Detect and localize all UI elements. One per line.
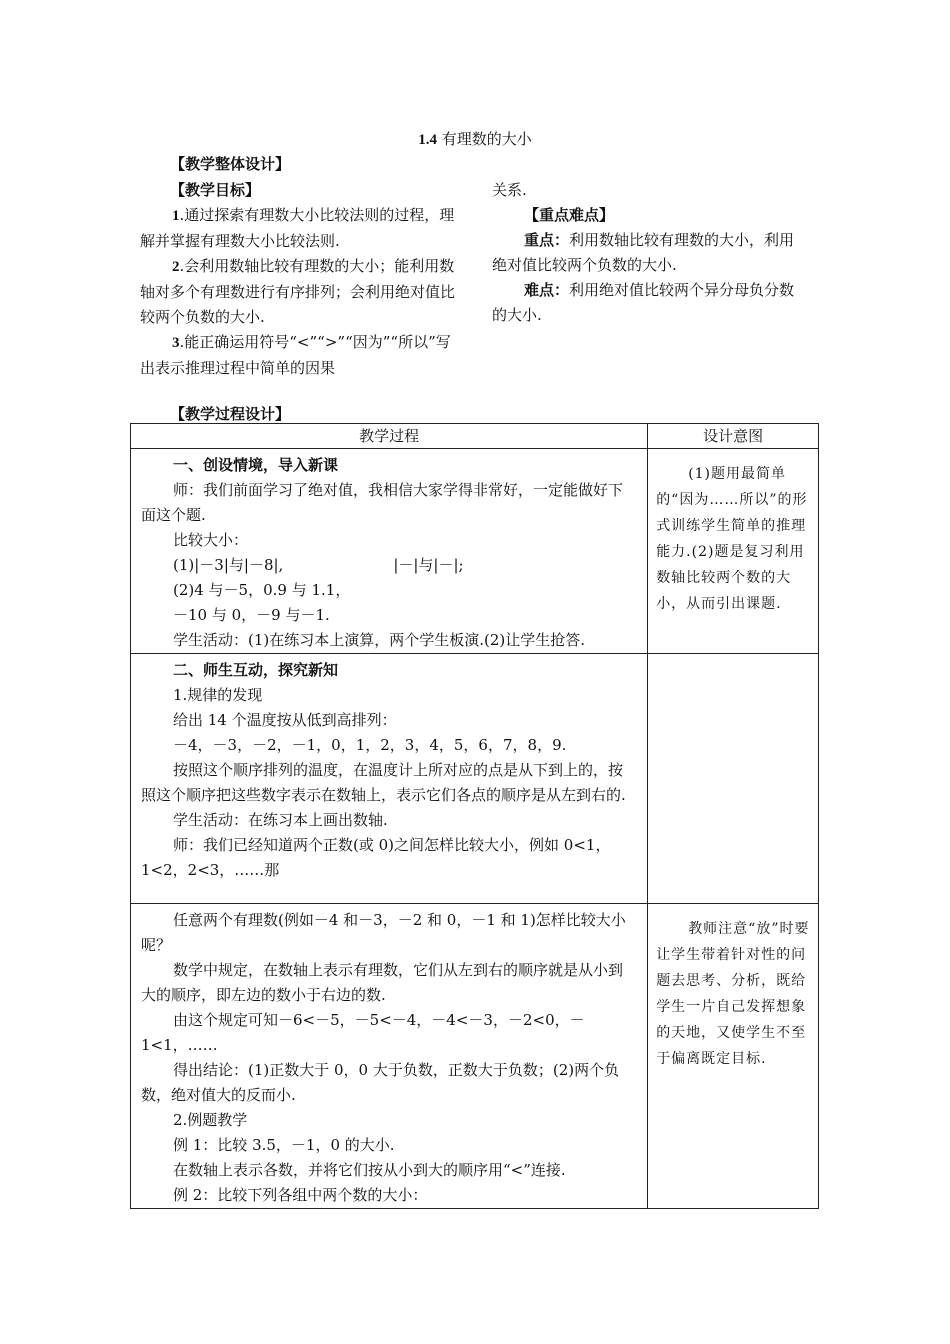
focus-point: 重点：利用数轴比较有理数的大小，利用绝对值比较两个负数的大小. <box>492 231 795 274</box>
header-intent: 设计意图 <box>648 424 819 449</box>
intent-text: (1)题用最简单的“因为……所以”的形式训练学生简单的推理能力.(2)题是复习利用数轴比较两个数的大小，从而引出课题. <box>656 466 808 612</box>
goal-item-3: 3.能正确运用符号“<”“>”“因为”“所以”写出表示推理过程中简单的因果 <box>140 333 451 377</box>
intent-text: 教师注意“放”时要让学生带着针对性的问题去思考、分析，既给学生一片自己发挥想象的天地，又使学生不至于偏离既定目标. <box>656 921 810 1067</box>
process-cell <box>131 654 648 904</box>
process-line: 师：我们已经知道两个正数(或 0)之间怎样比较大小，例如 0<1，1<2，2<3，……那 <box>141 836 611 879</box>
goal-item-1: 1.通过探索有理数大小比较法则的过程，理解并掌握有理数大小比较法则. <box>140 206 455 250</box>
goals-heading: 【教学目标】 <box>170 181 261 199</box>
intent-cell <box>648 904 819 1209</box>
process-line: 由这个规定可知－6<－5，－5<－4，－4<－3，－2<0，－1<1，…… <box>141 1011 585 1054</box>
process-line: 比较大小： <box>173 531 249 549</box>
process-line: 例 1：比较 3.5，－1，0 的大小. <box>173 1136 395 1154</box>
process-line: (2)4 与－5，0.9 与 1.1， <box>173 581 351 599</box>
lesson-title <box>0 128 950 149</box>
process-line: －4，－3，－2，－1，0，1，2，3，4，5，6，7，8，9. <box>173 736 567 754</box>
lesson-number: 1.4 <box>418 132 437 148</box>
section-heading: 二、师生互动，探究新知 <box>173 661 339 679</box>
table-row <box>131 449 819 654</box>
difficulty-point: 难点：利用绝对值比较两个异分母负分数的大小. <box>492 281 795 324</box>
key-points-heading: 【重点难点】 <box>524 206 615 224</box>
table-header-row <box>131 424 819 449</box>
intent-cell <box>648 654 819 904</box>
process-cell <box>131 904 648 1209</box>
section-heading: 一、创设情境，导入新课 <box>173 456 339 474</box>
process-line: 数学中规定，在数轴上表示有理数，它们从左到右的顺序就是从小到大的顺序，即左边的数小于右边的数. <box>141 961 624 1004</box>
process-line: 任意两个有理数(例如－4 和－3，－2 和 0，－1 和 1)怎样比较大小呢？ <box>141 911 626 954</box>
goal-continuation: 关系. <box>492 181 527 199</box>
table-row <box>131 654 819 904</box>
intent-cell <box>648 449 819 654</box>
overall-design-heading: 【教学整体设计】 <box>170 155 291 173</box>
process-line: 在数轴上表示各数，并将它们按从小到大的顺序用“<”连接. <box>173 1161 566 1179</box>
goals-section <box>140 178 460 381</box>
lesson-title-text: 有理数的大小 <box>441 130 532 148</box>
process-line: 给出 14 个温度按从低到高排列： <box>173 711 397 729</box>
process-line: －10 与 0，－9 与－1. <box>173 606 330 624</box>
table-row <box>131 904 819 1209</box>
process-line: 学生活动：在练习本上画出数轴. <box>173 811 388 829</box>
key-points-section <box>492 178 802 328</box>
process-table <box>130 423 819 1209</box>
process-line: 学生活动：(1)在练习本上演算，两个学生板演.(2)让学生抢答. <box>173 631 586 649</box>
process-cell <box>131 449 648 654</box>
process-heading: 【教学过程设计】 <box>170 405 291 423</box>
process-line: 1.规律的发现 <box>173 686 263 704</box>
process-line: 例 2：比较下列各组中两个数的大小： <box>173 1186 428 1204</box>
process-line: 按照这个顺序排列的温度，在温度计上所对应的点是从下到上的，按照这个顺序把这些数字表示在数轴上，表示它们各点的顺序是从左到右的. <box>141 761 626 804</box>
process-line: 得出结论：(1)正数大于 0，0 大于负数，正数大于负数；(2)两个负数，绝对值大的反而小. <box>141 1061 620 1104</box>
process-line: 师：我们前面学习了绝对值，我相信大家学得非常好，一定能做好下面这个题. <box>141 481 624 524</box>
header-process: 教学过程 <box>131 424 648 449</box>
process-line: 2.例题教学 <box>173 1111 248 1129</box>
process-line: (1)|－3|与|－8|, |－|与|－|; <box>173 556 464 574</box>
goal-item-2: 2.会利用数轴比较有理数的大小；能利用数轴对多个有理数进行有序排列；会利用绝对值比较两个负数的大小. <box>140 257 456 326</box>
